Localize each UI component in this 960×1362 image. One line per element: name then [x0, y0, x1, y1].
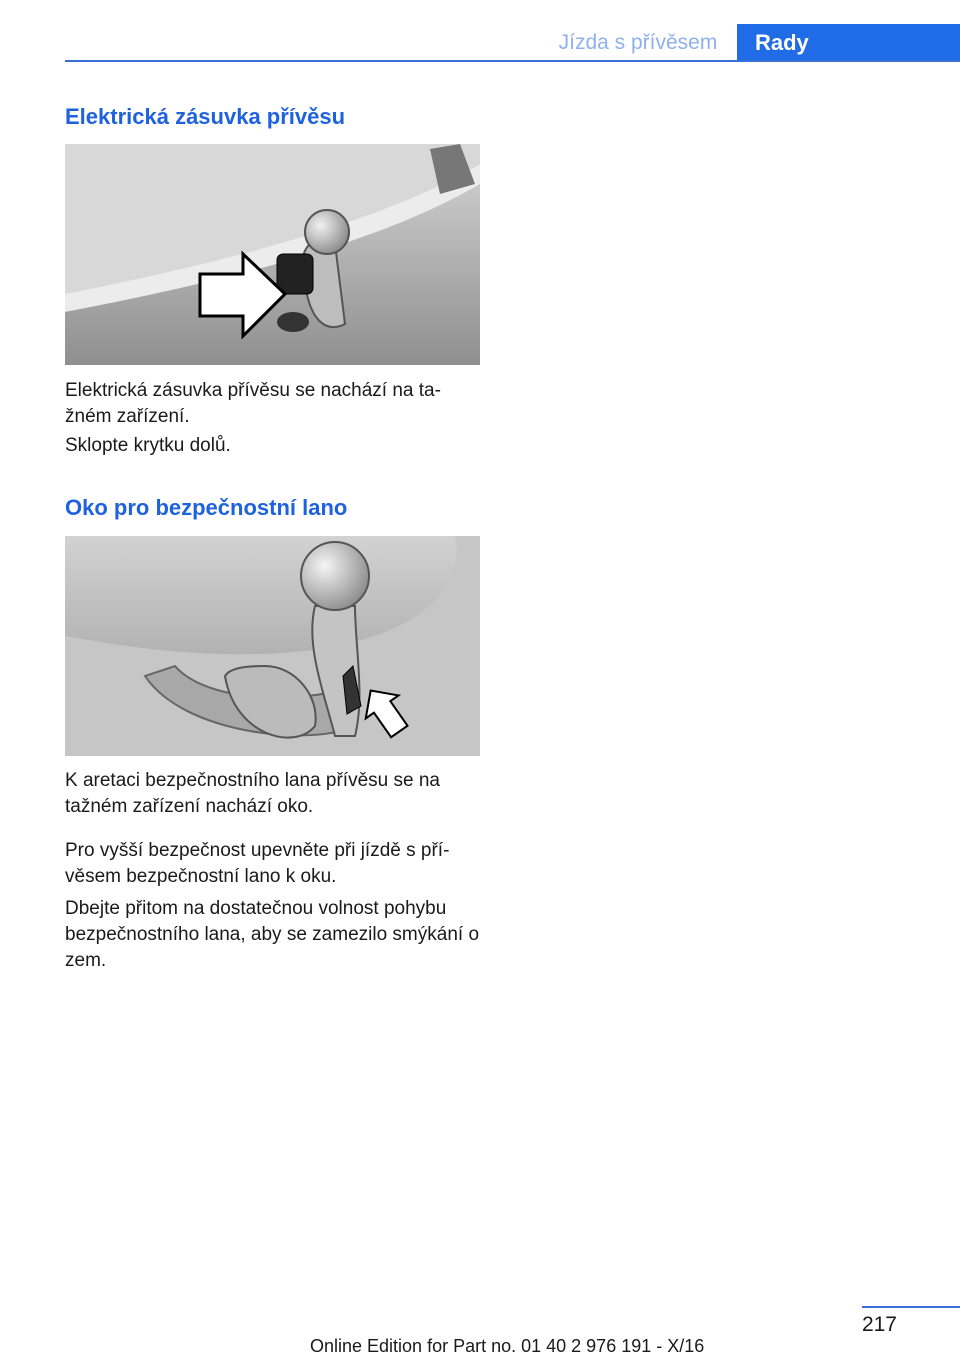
- chapter-tab[interactable]: Jízda s přívěsem: [558, 31, 718, 54]
- heading-eye: Oko pro bezpečnostní lano: [65, 495, 348, 520]
- illustration-safety-eye: [65, 536, 480, 756]
- socket-paragraph-2: Sklopte krytku dolů.: [65, 435, 231, 456]
- section-tab[interactable]: Rady: [737, 24, 960, 62]
- socket-paragraph-1: Elektrická zásuvka přívěsu se nachází na ta‐ žném zařízení.: [65, 380, 441, 427]
- illustration-trailer-socket: [65, 144, 480, 365]
- footer-edition: Online Edition for Part no. 01 40 2 976 191 - X/16: [310, 1336, 705, 1356]
- heading-socket: Elektrická zásuvka přívěsu: [65, 104, 346, 129]
- header-rule: [65, 60, 960, 62]
- eye-paragraph-2: Pro vyšší bezpečnost upevněte při jízdě s pří‐ věsem bezpečnostní lano k oku.: [65, 840, 450, 887]
- page-number: 217: [861, 1313, 897, 1336]
- footer-rule: [862, 1306, 960, 1308]
- eye-paragraph-1: K aretaci bezpečnostního lana přívěsu se na tažném zařízení nachází oko.: [65, 770, 440, 817]
- eye-paragraph-3: Dbejte přitom na dostatečnou volnost pohybu bezpečnostního lana, aby se zamezilo smýkání o zem.: [65, 898, 480, 971]
